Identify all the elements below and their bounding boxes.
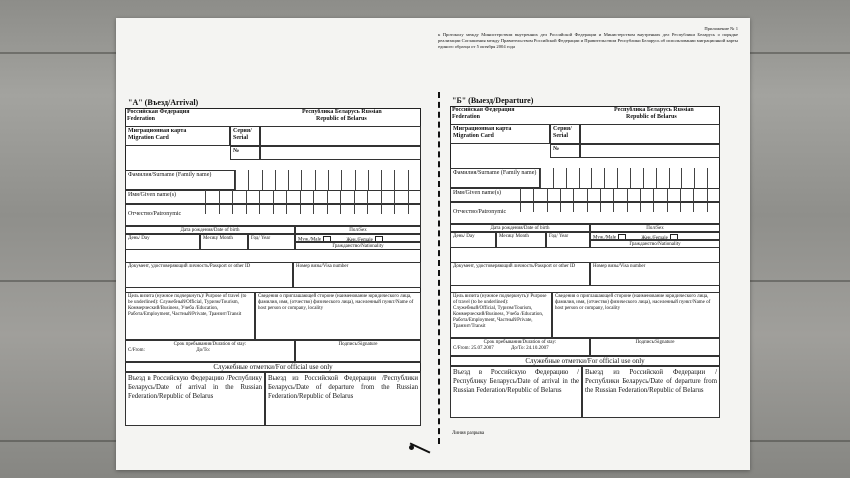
departure-entry-stamp: Въезд в Российскую Федерацию /Республику Беларусь/Date of arrival in the Russian Federation/Republic of Belarus (450, 366, 582, 418)
departure-day-label: День/ Day (450, 232, 496, 248)
arrival-dob-label: Дата рождения/Date of birth (125, 226, 295, 234)
arrival-month-label: Месяц/ Month (200, 234, 248, 250)
departure-stay-label: Срок пребывания/Duration of stay: (483, 340, 557, 345)
arrival-signature-label: Подпись/Signature (295, 340, 421, 362)
arrival-card-title-en: Migration Card (128, 135, 169, 141)
arrival-purpose-label: Цель визита (нужное подчеркнуть)/ Purpose of travel (to be underlined): Служебный/Official, Туризм/Tourism, Коммерческий/Business, Учеба /Education, Работа/Employment, Частный/Private, Транзит/Transit (125, 292, 255, 340)
arrival-country-by (300, 108, 420, 126)
departure-country-ru-text: Российская Федерация (452, 107, 515, 113)
departure-patronymic-label: Отчество/Patronymic (450, 202, 720, 224)
arrival-year-label: Год/ Year (248, 234, 295, 250)
arrival-country-by-text: Республика Беларусь Russian (302, 109, 382, 115)
departure-purpose-label: Цель визита (нужное подчеркнуть)/ Purpose of travel (to be underlined): Служебный/Official, Туризм/Tourism, Коммерческий/Business, Учеба /Education, Работа/Employment, Частный/Private, Транзит/Transit (450, 292, 552, 338)
departure-male-label: Муж./Male (593, 235, 617, 240)
tear-line-label: Линия разрыва (452, 431, 485, 436)
departure-card-title (450, 124, 550, 144)
departure-serial-label: Серия/ Serial (550, 124, 580, 144)
departure-month-label: Месяц/ Month (496, 232, 546, 248)
departure-exit-stamp: Выезд из Российской Федерации /Республики Беларусь/Date of departure from the Russian Federation/Republic of Belarus (582, 366, 720, 418)
arrival-stay (125, 340, 295, 362)
departure-country-by-en-text: Republic of Belarus (626, 114, 677, 120)
arrival-number-label: № (230, 146, 260, 160)
arrival-official-label: Служебные отметки/For official use only (125, 362, 421, 372)
departure-number-field[interactable] (580, 144, 720, 158)
arrival-sex-label: Пол/Sex (295, 226, 421, 234)
arrival-from: С/From: (128, 348, 145, 353)
departure-header: "Б" (Выезд/Departure) (452, 96, 534, 105)
departure-host-label: Сведения о приглашающей стороне (наименование юридического лица, фамилия, имя, (отчество) физического лица), населенный пункт/Name of host person or company, locality (552, 292, 720, 338)
departure-signature-label: Подпись/Signature (590, 338, 720, 356)
arrival-id-label: Документ, удостоверяющий личность/Passport or other ID (125, 262, 293, 288)
departure-serial-field[interactable] (580, 124, 720, 144)
appendix-note (438, 26, 738, 50)
departure-number-label: № (550, 144, 580, 158)
departure-sex-options (590, 232, 720, 240)
departure-official-label: Служебные отметки/For official use only (450, 356, 720, 366)
departure-stay (450, 338, 590, 356)
arrival-male-label: Муж./Male (298, 237, 322, 242)
arrival-day-label: День/ Day (125, 234, 200, 250)
arrival-exit-stamp: Выезд из Российской Федерации /Республики Беларусь/Date of departure from the Russian Federation/Republic of Belarus (265, 372, 421, 426)
arrival-country-ru-text: Российская Федерация (127, 109, 190, 115)
arrival-country-en-text: Federation (127, 116, 155, 122)
arrival-card-title-ru: Миграционная карта (128, 128, 187, 134)
departure-country-ru (450, 106, 580, 124)
arrival-country-by-en-text: Republic of Belarus (316, 116, 367, 122)
departure-sex-label: Пол/Sex (590, 224, 720, 232)
arrival-given-label: Имя/Given name(s) (125, 190, 421, 204)
arrival-surname-boxes[interactable] (235, 170, 421, 190)
departure-to: До/To: 24.10.2007 (510, 346, 549, 351)
departure-country-en-text: Federation (452, 114, 480, 120)
arrival-stay-label: Срок пребывания/Duration of stay: (173, 342, 247, 347)
departure-country-by (612, 106, 720, 124)
departure-female-label: Жен./Female (641, 235, 668, 240)
tear-perforation (438, 92, 440, 444)
departure-card-title-ru: Миграционная карта (453, 126, 512, 132)
arrival-to: До/To: (196, 348, 211, 353)
arrival-sex-options (295, 234, 421, 242)
arrival-country-ru (125, 108, 273, 126)
departure-given-label: Имя/Given name(s) (450, 188, 720, 202)
arrival-host-label: Сведения о приглашающей стороне (наименование юридического лица, фамилия, имя, (отчество) физического лица), населенный пункт/Name of host person or company, locality (255, 292, 421, 340)
appendix-title: Приложение № 1 (704, 26, 738, 31)
arrival-nationality-label: Гражданство/Nationality (295, 242, 421, 250)
arrival-visa-label: Номер визы/Visa number (293, 262, 421, 288)
departure-visa-label: Номер визы/Visa number (590, 262, 720, 286)
arrival-serial-field[interactable] (260, 126, 421, 146)
arrival-number-field[interactable] (260, 146, 421, 160)
departure-surname-boxes[interactable] (540, 168, 720, 188)
departure-surname-label: Фамилия/Surname (Family name) (450, 168, 540, 188)
departure-dob-label: Дата рождения/Date of birth (450, 224, 590, 232)
departure-year-label: Год/ Year (546, 232, 590, 248)
departure-country-by-text: Республика Беларусь Russian (614, 107, 694, 113)
arrival-surname-label: Фамилия/Surname (Family name) (125, 170, 235, 190)
arrival-serial-label: Серия/ Serial (230, 126, 260, 146)
arrival-card-title (125, 126, 230, 146)
departure-nationality-label: Гражданство/Nationality (590, 240, 720, 248)
departure-id-label: Документ, удостоверяющий личность/Passport or other ID (450, 262, 590, 286)
departure-from: С/From: 25.07.2007 (453, 346, 494, 351)
departure-card-title-en: Migration Card (453, 133, 494, 139)
arrival-entry-stamp: Въезд в Российскую Федерацию /Республику Беларусь/Date of arrival in the Russian Federation/Republic of Belarus (125, 372, 265, 426)
arrival-header: "A" (Въезд/Arrival) (128, 98, 199, 107)
arrival-patronymic-label: Отчество/Patronymic (125, 204, 421, 226)
appendix-text: к Протоколу между Министерством внутренних дел Российской Федерации и Министерством внутренних дел Республики Беларусь о порядке реализации Соглашения между Правительством Российской Федерации и Правительством Республики Беларусь об использовании миграционной карты единого образца от 5 октября 2004 года (438, 32, 738, 49)
arrival-female-label: Жен./Female (346, 237, 373, 242)
